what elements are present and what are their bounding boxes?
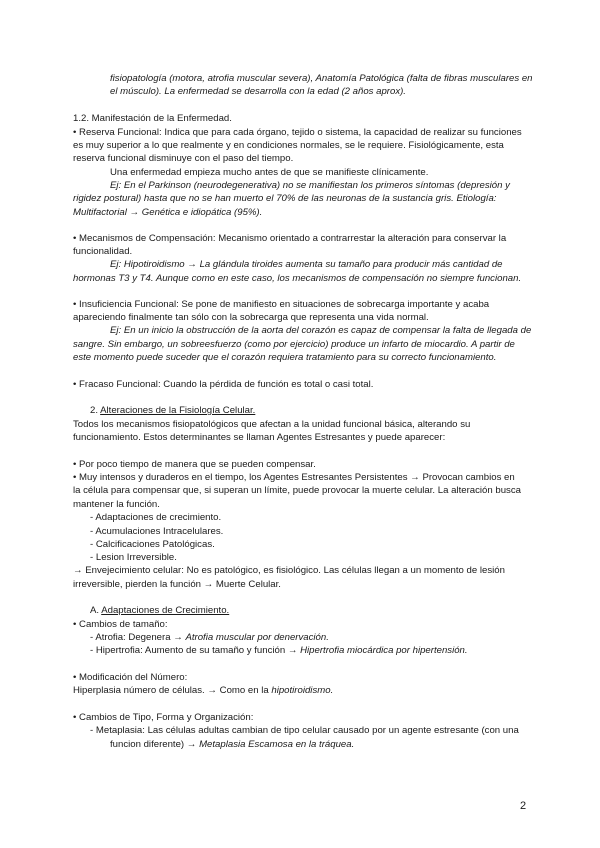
- text-span: • Muy intensos y duraderos en el tiempo, los Agentes Estresantes Persistentes → Provocan cambios en: [73, 472, 515, 483]
- text-span: este momento puede suceder que el corazón requiera tratamiento para su correcto funcionamiento.: [73, 352, 497, 363]
- text-line: [73, 499, 160, 511]
- text-span: Una enfermedad empieza mucho antes de que se manifieste clínicamente.: [110, 167, 429, 178]
- text-line: [73, 685, 333, 697]
- text-line: [73, 712, 253, 724]
- text-line: [73, 419, 470, 431]
- text-span: • Por poco tiempo de manera que se pueden compensar.: [73, 459, 316, 470]
- text-line: [73, 619, 168, 631]
- text-span: apareciendo finalmente tan sólo con la sobrecarga que representa una vida normal.: [73, 312, 429, 323]
- text-line: [90, 405, 255, 417]
- text-line: [73, 140, 504, 152]
- text-line: [73, 565, 505, 577]
- text-line: [73, 432, 445, 444]
- text-span: Adaptaciones de Crecimiento.: [101, 605, 230, 616]
- text-line: [90, 725, 519, 737]
- text-line: [73, 127, 522, 139]
- text-line: [73, 352, 496, 364]
- text-span: hormonas T3 y T4. Aunque como en este caso, los mecanismos de compensación no siempre funcionan.: [73, 273, 522, 284]
- text-span: Ej: En un inicio la obstrucción de la aorta del corazón es capaz de compensar la falta de llegada de: [110, 325, 532, 336]
- text-span: • Modificación del Número:: [73, 672, 188, 683]
- text-span: Hipertrofia miocárdica por hipertensión.: [300, 645, 468, 656]
- text-line: [73, 579, 281, 591]
- text-line: [110, 86, 406, 98]
- text-span: - Adaptaciones de crecimiento.: [90, 512, 222, 523]
- text-line: [73, 379, 373, 391]
- text-span: - Lesion Irreversible.: [90, 552, 177, 563]
- text-line: [73, 113, 232, 125]
- text-span: fisiopatología (motora, atrofia muscular severa), Anatomía Patológica (falta de fibras musculares en: [110, 73, 533, 84]
- text-span: - Hipertrofia: Aumento de su tamaño y función →: [90, 645, 301, 656]
- text-span: es muy superior a lo que realmente y en condiciones normales, se le requiere. Fisiológicamente, esta: [73, 140, 504, 151]
- text-line: [90, 605, 229, 617]
- text-span: el músculo). La enfermedad se desarrolla con la edad (2 años aprox).: [110, 86, 406, 97]
- text-span: • Fracaso Funcional: Cuando la pérdida de función es total o casi total.: [73, 379, 374, 390]
- text-line: [73, 472, 515, 484]
- text-line: [73, 193, 496, 205]
- text-line: [73, 459, 316, 471]
- text-span: → Envejecimiento celular: No es patológico, es fisiológico. Las células llegan a un momento de lesión: [73, 565, 505, 576]
- text-span: irreversible, pierden la función → Muerte Celular.: [73, 579, 281, 590]
- text-span: Metaplasia Escamosa en la tráquea.: [199, 739, 355, 750]
- text-span: funcionalidad.: [73, 246, 133, 257]
- text-span: Alteraciones de la Fisiología Celular.: [100, 405, 256, 416]
- text-span: • Insuficiencia Funcional: Se pone de manifiesto en situaciones de sobrecarga importante y acaba: [73, 299, 490, 310]
- text-span: la célula para compensar que, si superan un límite, puede provocar la muerte celular. La alteración busca: [73, 485, 521, 496]
- text-span: funcionamiento. Estos determinantes se llaman Agentes Estresantes y puede aparecer:: [73, 432, 446, 443]
- text-line: [73, 485, 521, 497]
- text-span: Todos los mecanismos fisiopatológicos que afectan a la unidad funcional básica, alterando su: [73, 419, 471, 430]
- text-span: reserva funcional disminuye con el paso del tiempo.: [73, 153, 294, 164]
- page-number: 2: [520, 800, 527, 812]
- text-span: sangre. Sin embargo, un sobreesfuerzo (como por ejercicio) produce un infarto de miocardio. A partir de: [73, 339, 515, 350]
- text-line: [110, 739, 354, 751]
- text-line: [73, 312, 429, 324]
- text-line: [73, 273, 521, 285]
- text-line: [90, 526, 223, 538]
- text-line: [73, 339, 515, 351]
- text-line: [90, 512, 221, 524]
- text-span: A.: [90, 605, 102, 616]
- text-span: Ej: Hipotiroidismo → La glándula tiroides aumenta su tamaño para producir más cantidad de: [110, 259, 503, 270]
- text-line: [73, 233, 506, 245]
- text-span: - Acumulaciones Intracelulares.: [90, 526, 224, 537]
- text-line: [73, 246, 132, 258]
- text-line: [73, 299, 489, 311]
- text-line: [110, 167, 428, 179]
- text-span: • Cambios de Tipo, Forma y Organización:: [73, 712, 254, 723]
- text-line: [110, 325, 531, 337]
- text-span: - Metaplasia: Las células adultas cambian de tipo celular causado por un agente estresante (con una: [90, 725, 519, 736]
- text-span: 2.: [90, 405, 101, 416]
- text-span: rigidez postural) hasta que no se han muerto el 70% de las neuronas de la sustancia gris. Etiología:: [73, 193, 497, 204]
- text-span: 1.2. Manifestación de la Enfermedad.: [73, 113, 232, 124]
- text-line: [90, 645, 468, 657]
- text-line: [73, 207, 262, 219]
- text-line: [110, 180, 510, 192]
- text-span: funcion diferente) →: [110, 739, 200, 750]
- text-span: • Cambios de tamaño:: [73, 619, 168, 630]
- text-line: [110, 259, 503, 271]
- text-line: [73, 672, 187, 684]
- text-line: [90, 539, 215, 551]
- text-line: [90, 552, 177, 564]
- text-span: Ej: En el Parkinson (neurodegenerativa) no se manifiestan los primeros síntomas (depresión y: [110, 180, 510, 191]
- text-line: [110, 73, 533, 85]
- text-line: [73, 153, 293, 165]
- text-span: Multifactorial → Genética e idiopática (95%).: [73, 207, 263, 218]
- text-span: hipotiroidismo.: [271, 685, 334, 696]
- text-span: Hiperplasia número de células. → Como en la: [73, 685, 272, 696]
- text-span: - Atrofia: Degenera →: [90, 632, 186, 643]
- text-span: • Reserva Funcional: Indica que para cada órgano, tejido o sistema, la capacidad de realizar su funciones: [73, 127, 522, 138]
- text-span: • Mecanismos de Compensación: Mecanismo orientado a contrarrestar la alteración para conservar la: [73, 233, 507, 244]
- text-span: Atrofia muscular por denervación.: [185, 632, 329, 643]
- text-span: - Calcificaciones Patológicas.: [90, 539, 215, 550]
- text-line: [90, 632, 329, 644]
- text-span: mantener la función.: [73, 499, 160, 510]
